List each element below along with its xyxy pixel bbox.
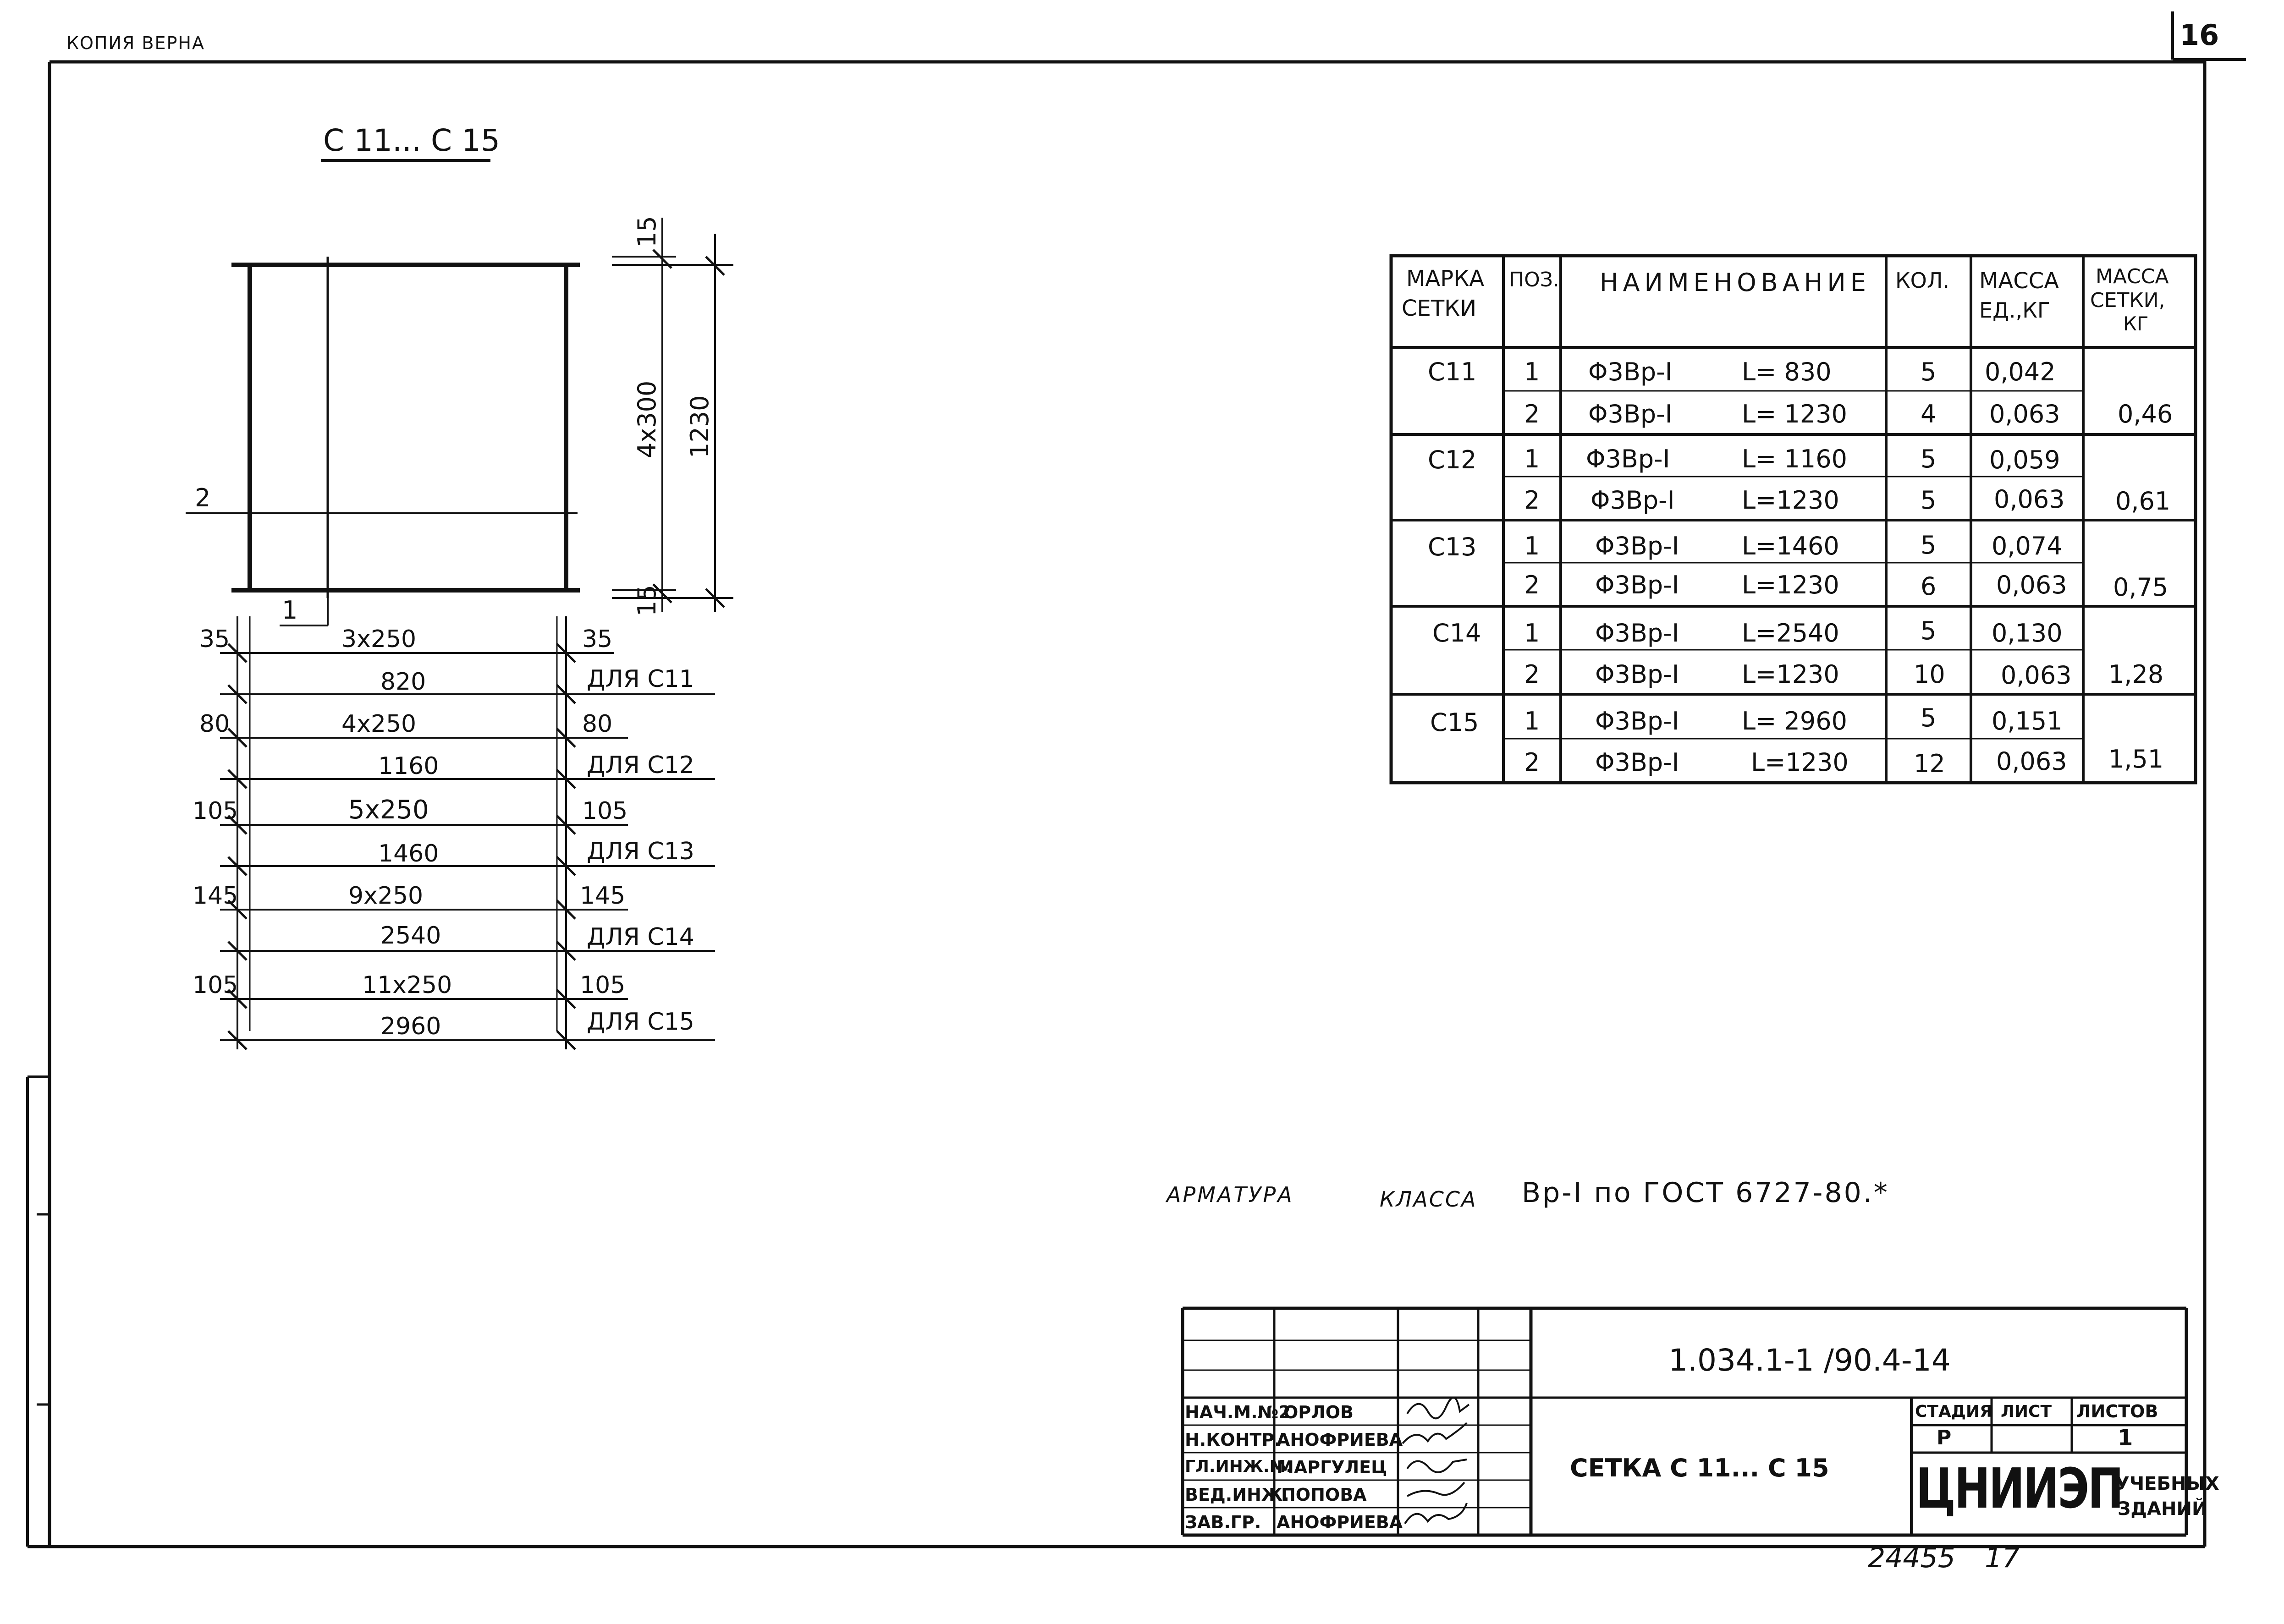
cell-length: L= 830 [1742,357,1832,386]
cell-length: L=1230 [1742,660,1839,689]
signatory-role: ВЕД.ИНЖ. [1185,1485,1289,1505]
org-name-line2: ЗДАНИЙ [2118,1498,2207,1520]
cell-pos: 2 [1524,400,1540,428]
cell-length: L= 1230 [1742,400,1847,428]
dim-row-c15-left: 105 [193,971,238,999]
inventory-number: 24455 [1868,1542,1955,1574]
dim-row-c15-tag: ДЛЯ С15 [587,1008,694,1036]
cell-name: Φ3Вр-I [1595,571,1679,599]
signatory-name: ОРЛОВ [1283,1402,1354,1422]
signatory-name: АНОФРИЕВА [1277,1512,1403,1532]
mesh-drawing [186,160,733,1049]
signatory-name: МАРГУЛЕЦ [1277,1457,1387,1477]
stage-header: СТАДИЯ [1915,1402,1992,1421]
cell-unit-mass: 0,059 [1989,445,2060,474]
cell-length: L= 1160 [1742,444,1847,473]
cell-name: Φ3Вр-I [1595,532,1679,560]
dim-row-c12-length: 1160 [378,752,439,780]
cell-name: Φ3Вр-I [1588,357,1673,386]
cell-mesh-mass-c15: 1,51 [2108,745,2164,774]
cell-pos: 1 [1524,444,1540,473]
cell-length: L=1230 [1742,486,1839,515]
cell-qty: 5 [1921,703,1937,732]
th-mesh-mass-line2: СЕТКИ, [2090,289,2165,312]
th-unit-mass-line1: МАССА [1979,268,2059,294]
dim-row-c14-length: 2540 [380,922,441,949]
cell-mark-c14: С14 [1432,619,1481,647]
dim-row-c15-right: 105 [580,971,626,999]
cell-mark-c12: С12 [1428,445,1477,474]
cell-mesh-mass-c11: 0,46 [2118,400,2173,428]
cell-qty: 12 [1914,749,1945,778]
signatory-role: Н.КОНТР. [1185,1430,1281,1450]
signature-marks [1403,1398,1469,1524]
cell-length: L=1230 [1742,571,1839,599]
cell-length: L= 2960 [1742,707,1847,735]
dim-row-c14-spacing: 9x250 [348,882,424,910]
cell-length: L=2540 [1742,619,1839,647]
th-mark-line1: МАРКА [1406,266,1485,291]
cell-qty: 5 [1921,444,1937,473]
cell-mark-c15: С15 [1430,708,1479,737]
org-name-line1: УЧЕБНЫХ [2115,1473,2219,1494]
cell-unit-mass: 0,063 [1996,571,2067,599]
cell-qty: 5 [1921,531,1937,560]
org-logo: ЦНИИЭП [1916,1457,2123,1521]
cell-pos: 2 [1524,748,1540,777]
dim-row-c12-tag: ДЛЯ С12 [587,752,694,779]
page-number: 16 [2179,18,2219,52]
cell-unit-mass: 0,151 [1992,707,2063,735]
signatory-role: ЗАВ.ГР. [1185,1512,1261,1532]
signatory-name: АНОФРИЕВА [1277,1430,1403,1450]
dim-row-c12-left: 80 [199,710,230,738]
cell-qty: 4 [1921,400,1937,428]
dim-row-c11-spacing: 3x250 [341,625,417,653]
signatory-name: ПОПОВА [1281,1485,1367,1505]
cell-unit-mass: 0,063 [2001,661,2072,690]
drawing-title: С 11... С 15 [323,123,501,158]
dim-row-c13-tag: ДЛЯ С13 [587,838,694,865]
th-mesh-mass-line3: КГ [2123,313,2149,335]
dim-row-c14-right: 145 [580,882,626,910]
cell-name: Φ3Вр-I [1586,444,1670,473]
cell-qty: 5 [1921,616,1937,645]
note-word-class: КЛАССА [1380,1187,1477,1212]
signatory-role: НАЧ.М.№2 [1185,1402,1291,1422]
cell-length: L=1460 [1742,532,1839,560]
cell-name: Φ3Вр-I [1588,400,1673,428]
dim-row-c14-tag: ДЛЯ С14 [587,923,694,951]
cell-pos: 1 [1524,707,1540,735]
th-mark-line2: СЕТКИ [1402,296,1477,321]
sheets-header: ЛИСТОВ [2076,1401,2158,1421]
sheet-reference: 17 [1985,1542,2020,1574]
stage-value: Р [1937,1426,1952,1449]
dim-row-c13-length: 1460 [378,840,439,867]
cell-pos: 2 [1524,571,1540,599]
signatory-role: ГЛ.ИНЖ.М. [1185,1457,1293,1476]
th-unit-mass-line2: ЕД.,КГ [1979,298,2050,323]
cell-unit-mass: 0,130 [1992,619,2063,647]
cell-pos: 2 [1524,486,1540,515]
cell-qty: 10 [1914,660,1945,689]
cell-mark-c11: С11 [1428,357,1477,386]
note-word-reinforcement: АРМАТУРА [1167,1182,1294,1207]
cell-qty: 6 [1921,572,1937,601]
cell-mark-c13: С13 [1428,532,1477,561]
cell-length: L=1230 [1751,748,1849,777]
cell-pos: 1 [1524,532,1540,560]
cell-name: Φ3Вр-I [1595,707,1679,735]
dim-row-c13-right: 105 [582,797,628,825]
dim-inner-spacing: 4x300 [633,380,661,458]
dim-row-c15-spacing: 11x250 [362,971,452,999]
cell-qty: 5 [1921,357,1937,386]
cell-mesh-mass-c14: 1,28 [2108,660,2164,689]
cell-pos: 2 [1524,660,1540,689]
dim-row-c12-spacing: 4x250 [341,710,417,738]
dim-top-gap: 15 [633,216,661,247]
cell-name: Φ3Вр-I [1591,486,1675,515]
dim-row-c12-right: 80 [582,710,613,738]
th-pos: ПОЗ. [1509,268,1559,291]
dim-row-c11-length: 820 [380,668,426,696]
cell-mesh-mass-c13: 0,75 [2113,573,2168,602]
spec-table-grid [1391,256,2196,783]
cell-name: Φ3Вр-I [1595,619,1679,647]
copy-note: КОПИЯ ВЕРНА [66,33,205,53]
dim-overall: 1230 [685,395,714,458]
dim-row-c11-tag: ДЛЯ С11 [587,665,694,693]
cell-mesh-mass-c12: 0,61 [2115,487,2171,516]
sheets-value: 1 [2118,1425,2133,1451]
dim-row-c13-left: 105 [193,797,238,825]
sheet-header: ЛИСТ [2001,1402,2052,1421]
dim-row-c11-left: 35 [199,625,230,653]
designation: 1.034.1-1 /90.4-14 [1668,1343,1951,1378]
grid-label-pos-1: 1 [282,596,298,625]
th-mesh-mass-line1: МАССА [2096,265,2169,288]
dim-row-c13-spacing: 5x250 [348,795,429,825]
sheet-title: СЕТКА С 11... С 15 [1570,1454,1829,1482]
cell-pos: 1 [1524,619,1540,647]
cell-unit-mass: 0,063 [1996,747,2067,776]
th-qty: КОЛ. [1895,268,1950,293]
dim-row-c15-length: 2960 [380,1013,441,1040]
grid-label-pos-2: 2 [195,483,211,512]
cell-unit-mass: 0,063 [1989,400,2060,428]
cell-qty: 5 [1921,486,1937,515]
dim-row-c14-left: 145 [193,882,238,910]
cell-unit-mass: 0,074 [1992,532,2063,560]
note-text: Вр-I по ГОСТ 6727-80.* [1522,1177,1889,1209]
dim-row-c11-right: 35 [582,625,613,653]
cell-name: Φ3Вр-I [1595,660,1679,689]
cell-unit-mass: 0,042 [1985,357,2056,386]
cell-name: Φ3Вр-I [1595,748,1679,777]
cell-unit-mass: 0,063 [1994,485,2065,514]
th-name: НАИМЕНОВАНИЕ [1600,268,1871,297]
cell-pos: 1 [1524,357,1540,386]
dim-bottom-gap: 15 [633,585,661,616]
